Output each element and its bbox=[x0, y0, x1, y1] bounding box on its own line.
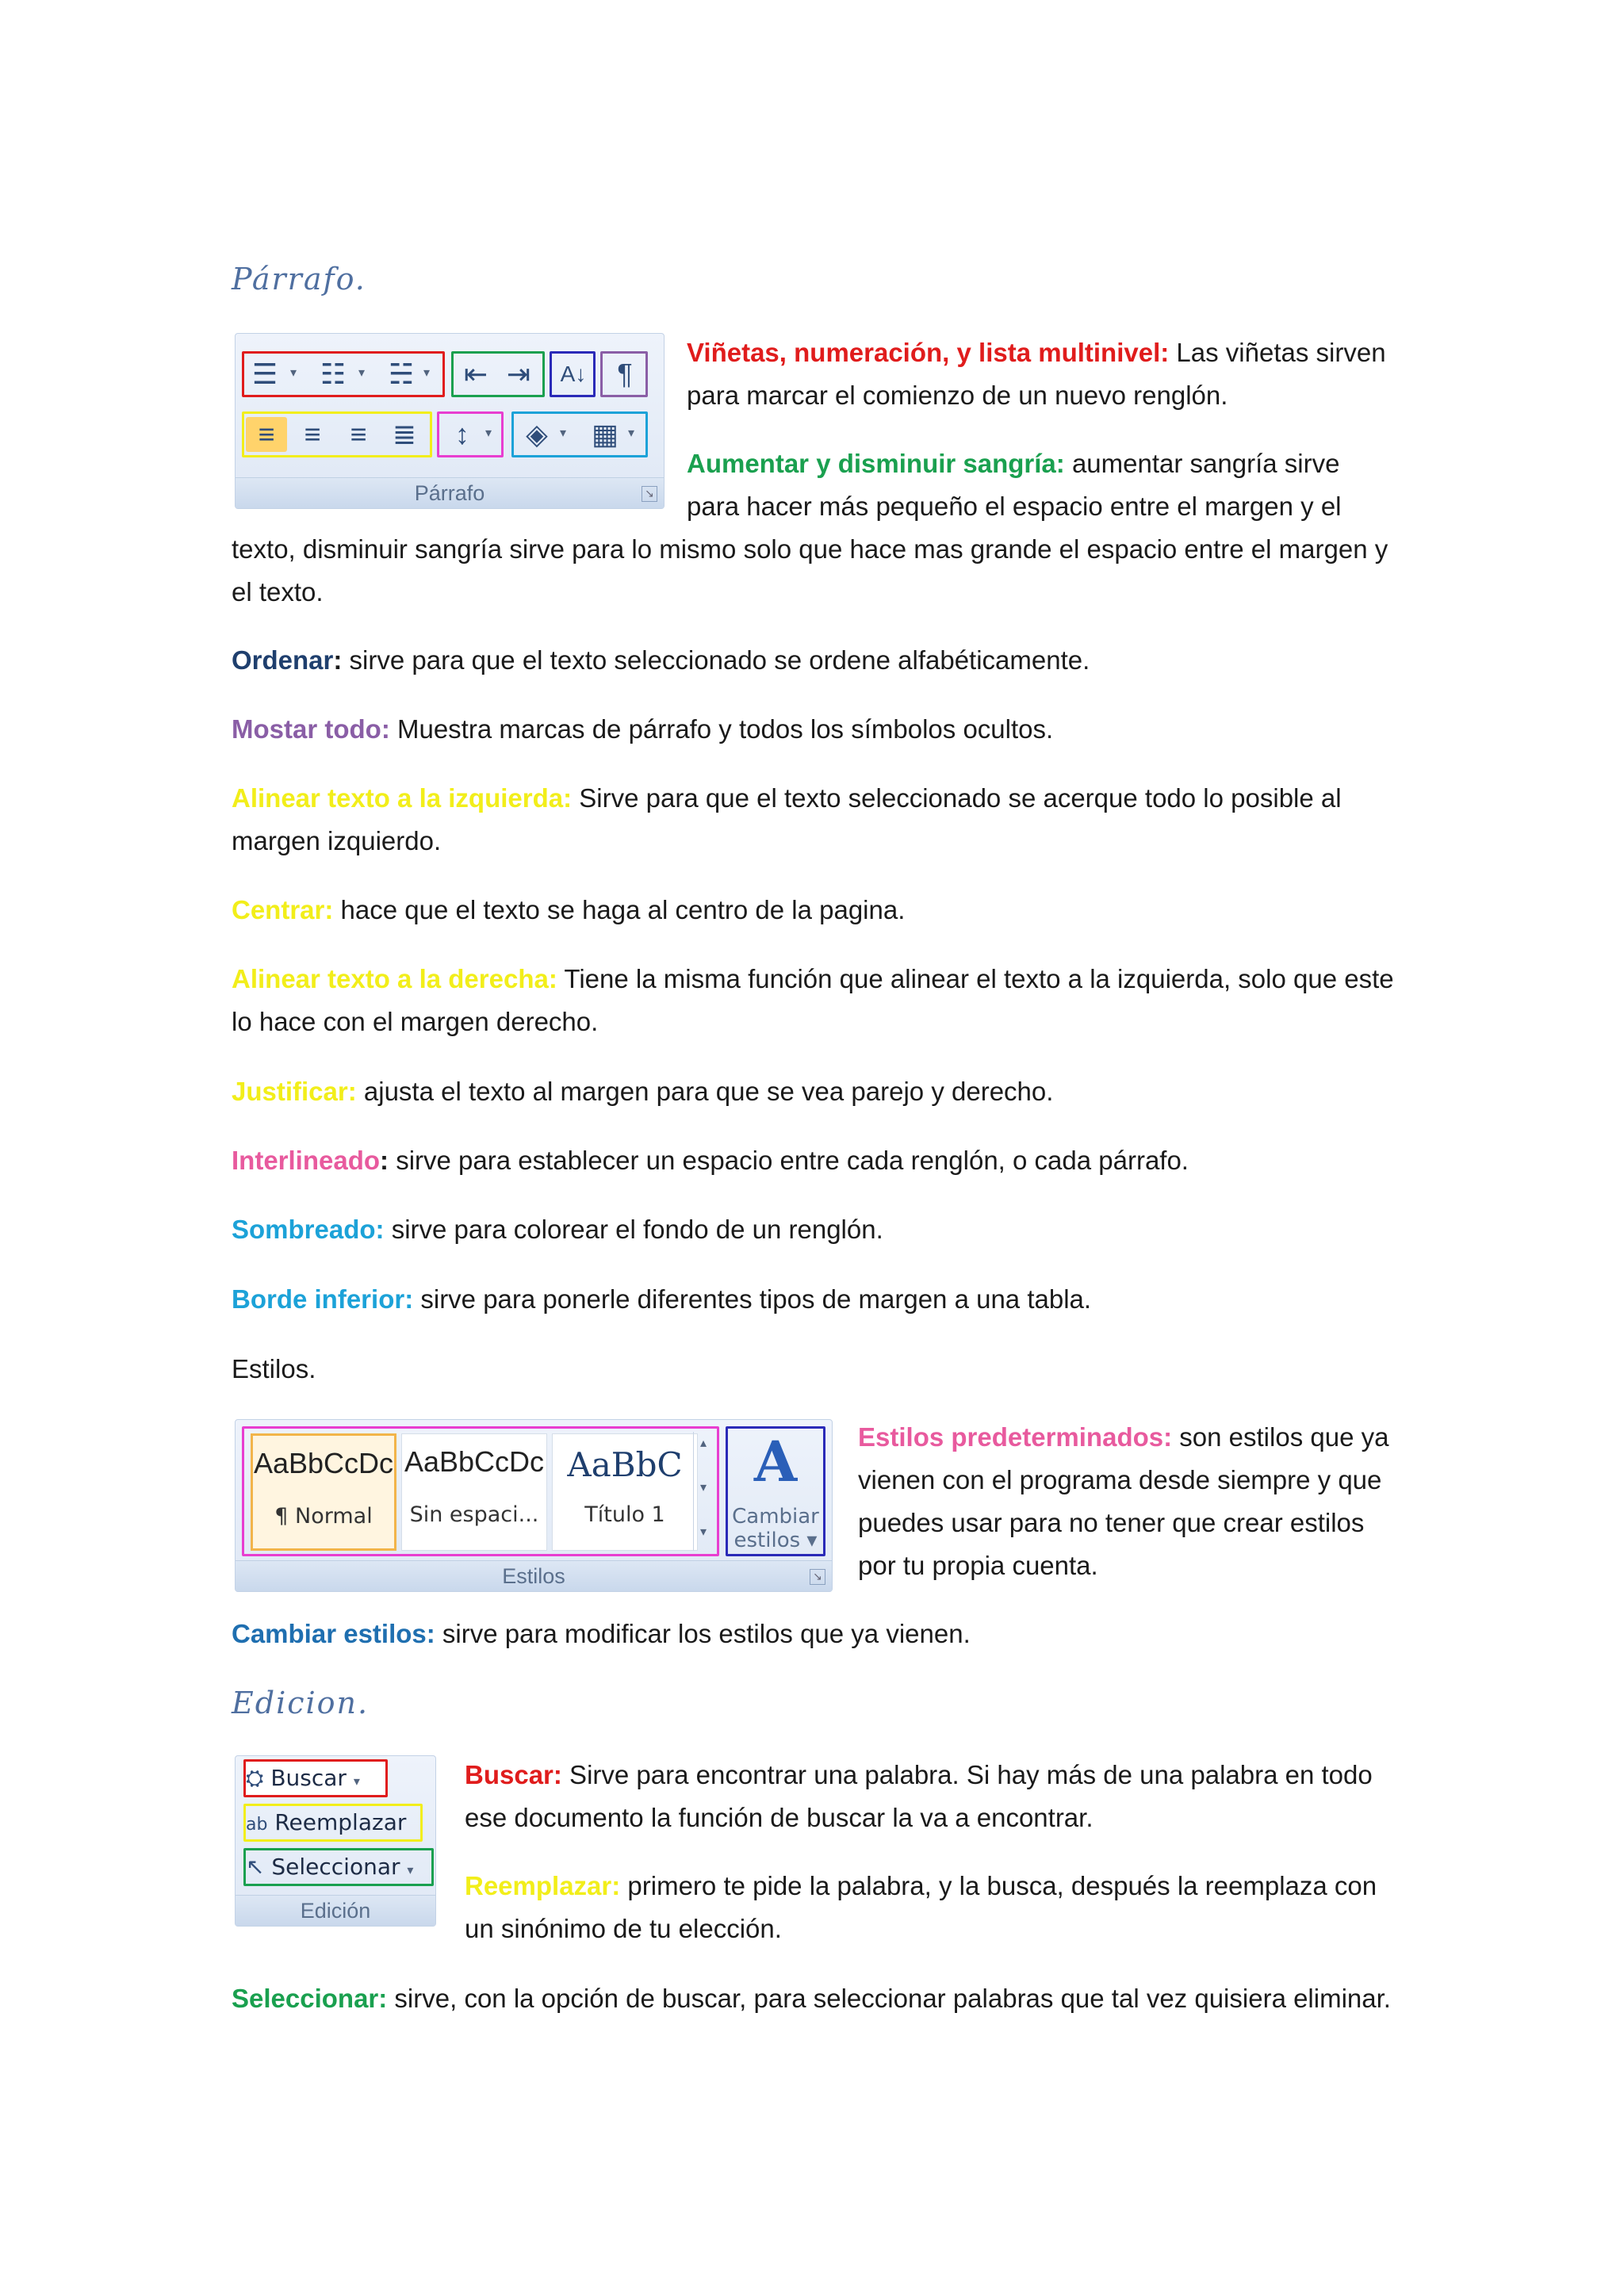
change-styles-icon[interactable]: A bbox=[753, 1429, 798, 1494]
style-sample: AaBbC bbox=[567, 1445, 683, 1484]
term-predeterminados: Estilos predeterminados: bbox=[858, 1422, 1173, 1452]
sombreado-paragraph bbox=[232, 1208, 1397, 1251]
seleccionar-label: Seleccionar bbox=[271, 1854, 400, 1880]
change-styles-label[interactable]: Cambiar estilos ▾ bbox=[732, 1505, 819, 1552]
buscar-paragraph bbox=[465, 1754, 1397, 1839]
text-vinetas: Las viñetas sirven para marcar el comienzo de un nuevo renglón. bbox=[687, 338, 1386, 410]
cambiar-line-1: Cambiar bbox=[732, 1505, 819, 1529]
heading-edicion: Edicion. bbox=[232, 1686, 370, 1720]
indent-group-highlight bbox=[451, 351, 545, 397]
style-sample: AaBbCcDc bbox=[404, 1445, 545, 1478]
text-sangria-1: aumentar sangría sirve para hacer más pequeño el espacio entre el margen y el bbox=[687, 449, 1342, 521]
pilcrow-icon[interactable]: ¶ bbox=[617, 358, 633, 390]
scroll-up-icon[interactable]: ▴ bbox=[700, 1437, 707, 1450]
style-sample: AaBbCcDc bbox=[253, 1447, 394, 1479]
term-reemplazar: Reemplazar: bbox=[465, 1871, 621, 1900]
text-buscar: Sirve para encontrar una palabra. Si hay más de una palabra en todo ese documento la función de buscar la va a encontrar. bbox=[465, 1760, 1373, 1832]
edicion-ribbon-panel bbox=[235, 1755, 436, 1927]
chevron-down-icon: ▾ bbox=[353, 1774, 360, 1789]
scroll-down-icon[interactable]: ▾ bbox=[700, 1481, 707, 1494]
sangria-continuation: texto, disminuir sangría sirve para lo mismo solo que hace mas grande el espacio entre el margen y el texto. bbox=[232, 534, 1388, 607]
buscar-label: Buscar bbox=[270, 1765, 347, 1791]
text-sombreado: sirve para colorear el fondo de un renglón. bbox=[384, 1215, 883, 1244]
seleccionar-button[interactable] bbox=[243, 1848, 434, 1886]
dialog-launcher-icon[interactable]: ↘ bbox=[642, 486, 657, 502]
cambiar-line-2: estilos bbox=[733, 1529, 801, 1552]
styles-scroll[interactable] bbox=[693, 1432, 716, 1551]
parrafo-ribbon-panel bbox=[235, 333, 665, 509]
estilos-heading: Estilos. bbox=[232, 1354, 316, 1383]
show-all-highlight bbox=[600, 351, 648, 397]
derecha-paragraph bbox=[232, 958, 1397, 1043]
mostrar-paragraph bbox=[232, 708, 1397, 751]
text-seleccionar: sirve, con la opción de buscar, para seleccionar palabras que tal vez quisiera eliminar. bbox=[387, 1984, 1391, 2013]
seleccionar-paragraph bbox=[232, 1977, 1397, 2020]
buscar-button[interactable] bbox=[243, 1759, 388, 1797]
border-icon[interactable]: ▦ bbox=[591, 418, 619, 450]
text-borde: sirve para ponerle diferentes tipos de margen a una tabla. bbox=[413, 1284, 1092, 1314]
quick-styles-highlight bbox=[242, 1426, 719, 1556]
borde-paragraph bbox=[232, 1278, 1397, 1321]
heading-parrafo: Párrafo. bbox=[232, 262, 366, 297]
term-izquierda: Alinear texto a la izquierda: bbox=[232, 783, 573, 813]
cambiar-estilos-highlight bbox=[726, 1426, 825, 1556]
more-styles-icon[interactable]: ▾ bbox=[700, 1525, 707, 1539]
term-ordenar: Ordenar bbox=[232, 645, 334, 675]
text-predeterminados: son estilos que ya vienen con el programa desde siempre y que puedes usar para no tener que crear estilos por tu propia cuenta. bbox=[858, 1422, 1389, 1580]
multilevel-list-icon[interactable]: ☵ bbox=[388, 358, 415, 390]
chevron-down-icon[interactable]: ▾ bbox=[628, 427, 635, 440]
chevron-down-icon[interactable]: ▾ bbox=[423, 366, 431, 380]
text-cambiar: sirve para modificar los estilos que ya vienen. bbox=[435, 1619, 971, 1648]
style-name: ¶ Normal bbox=[274, 1504, 373, 1529]
binoculars-icon: ⛭ bbox=[246, 1765, 264, 1791]
justify-icon[interactable]: ≣ bbox=[392, 418, 417, 450]
bullets-icon[interactable]: ☰ bbox=[251, 358, 278, 390]
term-derecha: Alinear texto a la derecha: bbox=[232, 964, 557, 993]
increase-indent-icon[interactable]: ⇥ bbox=[506, 358, 531, 390]
text-justificar: ajusta el texto al margen para que se vea parejo y derecho. bbox=[356, 1077, 1054, 1106]
term-interlineado: Interlineado bbox=[232, 1146, 381, 1175]
centrar-paragraph bbox=[232, 889, 1397, 932]
style-name: Sin espaci... bbox=[409, 1502, 539, 1527]
term-justificar: Justificar: bbox=[232, 1077, 357, 1106]
text-ordenar: sirve para que el texto seleccionado se ordene alfabéticamente. bbox=[342, 645, 1090, 675]
text-reemplazar: primero te pide la palabra, y la busca, después la reemplaza con un sinónimo de tu elección. bbox=[465, 1871, 1377, 1943]
predeterminados-paragraph bbox=[858, 1416, 1405, 1587]
sangria-paragraph bbox=[687, 442, 1385, 528]
interlineado-paragraph bbox=[232, 1139, 1397, 1182]
replace-icon: ab bbox=[246, 1815, 268, 1835]
decrease-indent-icon[interactable]: ⇤ bbox=[463, 358, 488, 390]
term-mostrar: Mostar todo: bbox=[232, 714, 390, 744]
reemplazar-button[interactable] bbox=[243, 1804, 423, 1842]
lists-group-highlight bbox=[242, 351, 445, 397]
term-buscar: Buscar: bbox=[465, 1760, 562, 1789]
numbering-icon[interactable]: ☷ bbox=[320, 358, 347, 390]
line-spacing-icon[interactable]: ↕ bbox=[455, 418, 469, 450]
term-vinetas: Viñetas, numeración, y lista multinivel: bbox=[687, 338, 1170, 367]
text-interlineado: sirve para establecer un espacio entre cada renglón, o cada párrafo. bbox=[389, 1146, 1189, 1175]
chevron-down-icon[interactable]: ▾ bbox=[290, 366, 297, 380]
sort-highlight bbox=[550, 351, 596, 397]
cambiar-paragraph bbox=[232, 1613, 1397, 1655]
estilos-panel-label: Estilos bbox=[236, 1560, 832, 1591]
text-mostrar: Muestra marcas de párrafo y todos los símbolos ocultos. bbox=[389, 714, 1054, 744]
dialog-launcher-icon[interactable]: ↘ bbox=[810, 1569, 825, 1585]
vinetas-paragraph bbox=[687, 331, 1400, 417]
term-borde: Borde inferior: bbox=[232, 1284, 414, 1314]
text-centrar: hace que el texto se haga al centro de la pagina. bbox=[333, 895, 906, 924]
parrafo-panel-label: Párrafo bbox=[236, 477, 664, 508]
text-izquierda: Sirve para que el texto seleccionado se acerque todo lo posible al margen izquierdo. bbox=[232, 783, 1342, 855]
style-titulo-1[interactable] bbox=[552, 1433, 698, 1551]
colon-interlineado: : bbox=[380, 1146, 389, 1175]
reemplazar-paragraph bbox=[465, 1865, 1397, 1950]
shading-bucket-icon[interactable]: ◈ bbox=[526, 418, 548, 450]
align-right-icon[interactable]: ≡ bbox=[350, 418, 367, 450]
cursor-icon: ↖ bbox=[246, 1854, 265, 1880]
style-normal[interactable] bbox=[251, 1433, 396, 1551]
edicion-panel-label: Edición bbox=[236, 1895, 435, 1926]
sort-az-icon[interactable]: A↓ bbox=[560, 362, 587, 386]
term-sangria: Aumentar y disminuir sangría: bbox=[687, 449, 1065, 478]
term-cambiar: Cambiar estilos: bbox=[232, 1619, 435, 1648]
alignment-group-highlight bbox=[242, 411, 432, 457]
chevron-down-icon: ▾ bbox=[407, 1862, 414, 1877]
term-sombreado: Sombreado: bbox=[232, 1215, 385, 1244]
term-centrar: Centrar: bbox=[232, 895, 334, 924]
align-left-icon[interactable]: ≡ bbox=[246, 417, 287, 452]
chevron-down-icon[interactable]: ▾ bbox=[358, 366, 366, 380]
style-sin-espaciado[interactable] bbox=[401, 1433, 547, 1551]
line-spacing-highlight bbox=[437, 411, 504, 457]
chevron-down-icon[interactable]: ▾ bbox=[560, 427, 567, 440]
text-derecha: Tiene la misma función que alinear el texto a la izquierda, solo que este lo hace con el margen derecho. bbox=[232, 964, 1394, 1036]
chevron-down-icon[interactable]: ▾ bbox=[485, 427, 492, 440]
reemplazar-label: Reemplazar bbox=[274, 1809, 407, 1835]
term-seleccionar: Seleccionar: bbox=[232, 1984, 388, 2013]
align-center-icon[interactable]: ≡ bbox=[304, 418, 321, 450]
estilos-ribbon-panel bbox=[235, 1419, 833, 1592]
style-name: Título 1 bbox=[584, 1502, 665, 1527]
shading-border-highlight bbox=[511, 411, 648, 457]
ordenar-paragraph bbox=[232, 639, 1397, 682]
justificar-paragraph bbox=[232, 1070, 1397, 1113]
colon-ordenar: : bbox=[333, 645, 343, 675]
izquierda-paragraph bbox=[232, 777, 1397, 863]
